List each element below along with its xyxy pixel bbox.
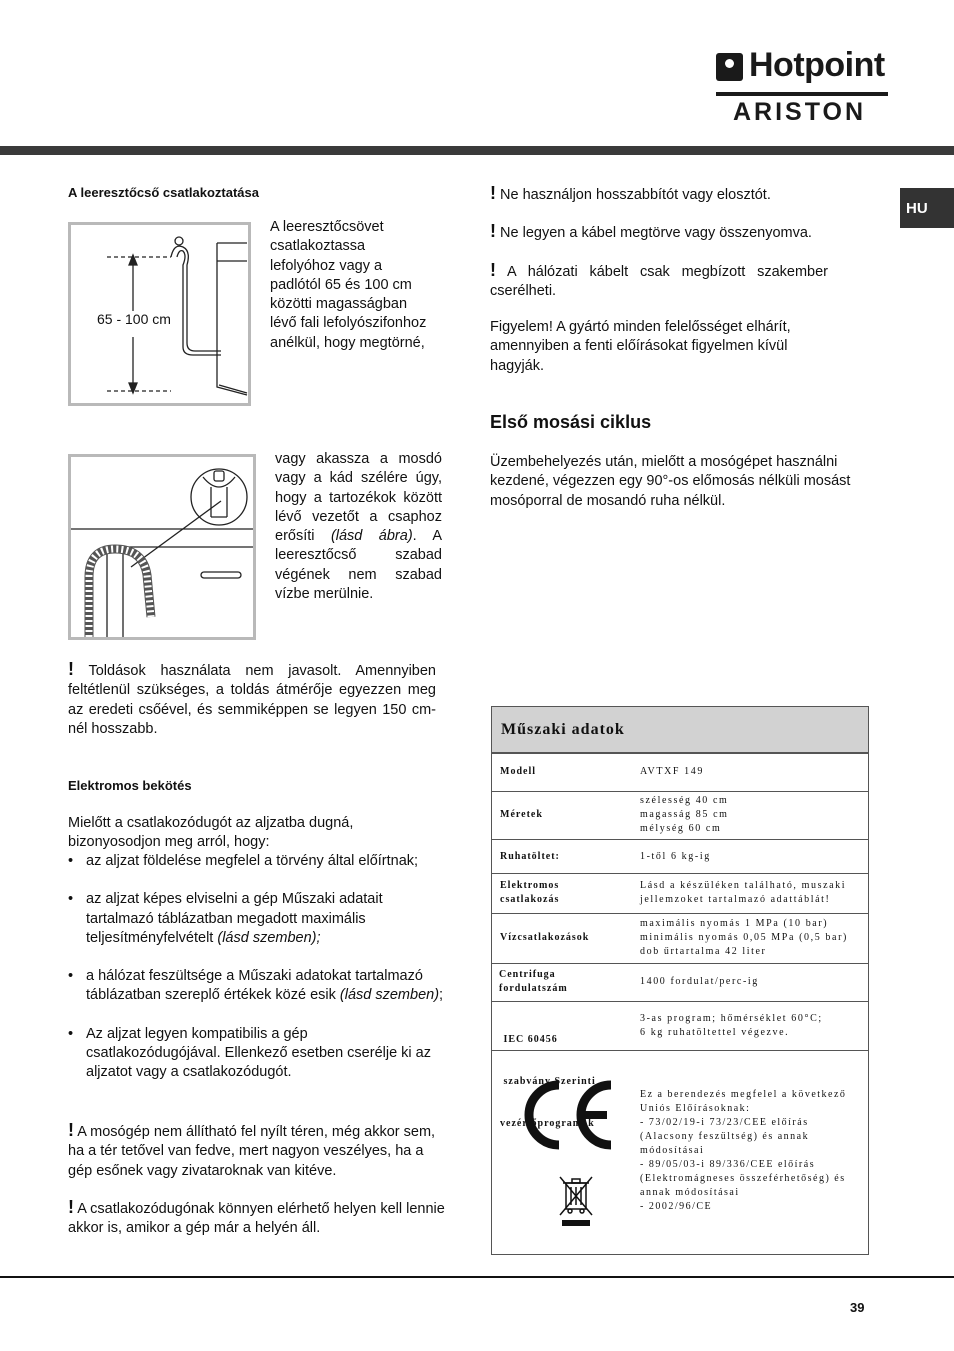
spec-key: Méretek — [500, 809, 543, 820]
ce-line: - 73/02/19-i 73/23/CEE előírás — [640, 1117, 809, 1128]
sink-hook-illustration — [71, 457, 253, 637]
warning-icon: ! — [68, 1120, 74, 1140]
electrical-intro: Mielőtt a csatlakozódugót az aljzatba dugná, bizonyosodjon meg arról, hogy: — [68, 815, 354, 851]
bullet: • — [68, 968, 74, 985]
ce-line: módosításai — [640, 1145, 705, 1156]
spec-value: AVTXF 149 — [640, 766, 704, 777]
spec-key-line: fordulatszám — [499, 983, 568, 994]
warning-icon: ! — [490, 221, 496, 241]
spec-value-line: jellemzoket tartalmazó adattáblát! — [640, 894, 831, 905]
ce-line: Ez a berendezés megfelel a következő — [640, 1089, 847, 1100]
brand-name: Hotpoint — [749, 46, 885, 84]
bullet: • — [68, 1025, 74, 1042]
warning-icon: ! — [68, 1197, 74, 1217]
bullet-emphasis: (lásd szemben); — [217, 929, 321, 946]
drain-text-1-line: anélkül, hogy megtörné, — [270, 334, 425, 351]
spec-key: Modell — [500, 766, 536, 777]
spec-key-line: Elektromos — [500, 880, 560, 891]
spec-key-line: Centrifuga — [499, 969, 556, 980]
hotpoint-logo — [716, 46, 891, 90]
spec-value-line: 6 kg ruhatöltettel végezve. — [640, 1027, 790, 1038]
electrical-title: Elektromos bekötés — [68, 778, 192, 793]
drain-text-1-line: lévő fali lefolyószifonhoz — [270, 315, 427, 332]
outdoor-warning — [68, 1121, 446, 1181]
warning-icon: ! — [490, 260, 496, 280]
table-row — [492, 874, 868, 914]
spec-value — [640, 794, 729, 836]
spec-value: 1400 fordulat/perc-ig — [640, 976, 759, 987]
outdoor-warning-text: A mosógép nem állítható fel nyílt téren, még akkor sem, ha a tér tetővel van fedve, mert nagyon veszélyes, ha a gép esőnek vagy zivataroknak van kitéve. — [68, 1124, 436, 1179]
spec-value — [640, 1012, 823, 1040]
plug-warning — [68, 1198, 446, 1239]
table-row — [492, 964, 868, 1002]
table-row — [492, 792, 868, 840]
drain-title: A leeresztőcső csatlakoztatása — [68, 185, 260, 200]
drain-text-1-line: csatlakoztassa — [270, 238, 366, 255]
ce-line: - 89/05/03-i 89/336/CEE előírás — [640, 1159, 816, 1170]
spec-value-line: Lásd a készüléken található, muszaki — [640, 880, 847, 891]
plug-warning-text: A csatlakozódugónak könnyen elérhető helyen kell lennie akkor is, amikor a gép már a helyén áll. — [68, 1201, 445, 1237]
bullet: • — [68, 853, 74, 869]
sink-hook-figure — [68, 454, 256, 640]
first-wash-title: Első mosási ciklus — [490, 412, 652, 432]
top-rule — [0, 146, 954, 155]
brand-sub: ARISTON — [733, 98, 867, 126]
warn-cable-replace-text: A hálózati kábelt csak megbízott szakember cserélheti. — [490, 264, 828, 300]
spec-value — [640, 879, 846, 907]
spec-key-line: csatlakozás — [500, 894, 560, 905]
warn-cable-replace — [490, 261, 828, 302]
logo-divider — [716, 92, 888, 96]
bullet-text: az aljzat földelése megfelel a törvény által előírtnak; — [86, 853, 419, 869]
spec-key — [499, 968, 568, 996]
electrical-checklist — [68, 852, 446, 1083]
ce-line: Uniós Előírásoknak: — [640, 1103, 751, 1114]
liability-notice: Figyelem! A gyártó minden felelősséget elhárít, amennyiben a fenti előírásokat figyelmen kívül hagyják. — [490, 319, 791, 374]
table-row — [492, 914, 868, 964]
warning-icon: ! — [68, 659, 74, 679]
language-tab: HU — [900, 188, 954, 228]
spec-key — [500, 879, 559, 907]
bottom-rule — [0, 1276, 954, 1278]
spec-value: 1-től 6 kg-ig — [640, 851, 711, 862]
ce-line: annak módosításai — [640, 1187, 740, 1198]
technical-data-title: Műszaki adatok — [492, 707, 868, 754]
warn-cable-bent — [490, 222, 860, 243]
spec-value-line: szélesség 40 cm — [640, 795, 729, 806]
bullet-emphasis: (lásd szemben) — [339, 987, 440, 1004]
spec-value-line: magasság 85 cm — [640, 809, 729, 820]
extension-warning — [68, 660, 436, 739]
drain-text-1-line: A leeresztőcsövet — [270, 219, 384, 235]
spec-key-line: vezérlőprogramok — [500, 1118, 595, 1129]
list-item — [68, 967, 446, 1006]
weee-bin-icon — [558, 1175, 594, 1229]
spec-value-line: minimális nyomás 0,05 MPa (0,5 bar) — [640, 932, 848, 943]
list-item — [68, 852, 446, 871]
spec-key-line: IEC 60456 — [500, 1034, 558, 1045]
spec-value-line: dob űrtartalma 42 liter — [640, 946, 767, 957]
page-number: 39 — [850, 1300, 865, 1315]
drain-text-2 — [275, 450, 442, 604]
drain-text-1-line: padlótól 65 és 100 cm — [270, 276, 412, 293]
spec-key: Vízcsatlakozások — [500, 932, 590, 943]
ce-compliance-text — [640, 1088, 846, 1214]
drain-text-2-see-figure: (lásd ábra) — [330, 528, 413, 545]
spec-key: Ruhatöltet: — [500, 851, 560, 862]
ce-mark-icon — [519, 1079, 615, 1151]
spec-value-line: maximális nyomás 1 MPa (10 bar) — [640, 918, 829, 929]
ce-line: - 2002/96/CE — [640, 1201, 713, 1212]
extension-warning-text: Toldások használata nem javasolt. Amennyiben feltétlenül szükséges, a toldás átmérője egyezzen meg az eredeti csőével, és semmiképpen se legyen 150 cm-nél hosszabb. — [68, 663, 436, 737]
ce-line: (Elektromágneses összeférhetőség) és — [640, 1173, 846, 1184]
list-item — [68, 1025, 446, 1083]
drain-text-2-c: . A leeresztőcső szabad végének nem szabad vízbe merülnie. — [275, 528, 442, 603]
hotpoint-logo-icon — [716, 53, 743, 81]
drain-text-1 — [270, 218, 455, 353]
spec-key-line: szabvány Szerinti — [500, 1076, 596, 1087]
spec-value-line: mélység 60 cm — [640, 823, 722, 834]
warn-extension-cord — [490, 184, 860, 205]
drain-text-2-a: vagy akassza a mosdó vagy a kád szélére úgy, hogy a tartozékok között lévő vezetőt a csaphoz erősíti — [275, 451, 442, 545]
bullet-tail: ; — [439, 987, 444, 1004]
list-item — [68, 890, 446, 948]
bullet-text: a hálózat feszültsége a Műszaki adatokat tartalmazó táblázatban szereplő értékek közé esik — [86, 968, 423, 1004]
warn-extension-cord-text: Ne használjon hosszabbítót vagy elosztót. — [500, 187, 771, 203]
table-row — [492, 840, 868, 874]
table-row — [492, 754, 868, 792]
drain-text-1-line: közötti magasságban — [270, 296, 408, 313]
bullet: • — [68, 891, 74, 908]
height-range-label: 65 - 100 cm — [97, 311, 171, 327]
bullet-text: az aljzat képes elviselni a gép Műszaki adatait tartalmazó táblázatban megadott maximális teljesítményfelvételt — [86, 891, 383, 946]
ce-line: (Alacsony feszültség) és annak — [640, 1131, 810, 1142]
first-wash-text: Üzembehelyezés után, mielőtt a mosógépet használni kezdené, végezzen egy 90°-os előmosás nélküli mosást mosóporral de mosandó ruha nélkül. — [490, 454, 851, 509]
spec-value — [640, 917, 848, 959]
warn-cable-bent-text: Ne legyen a kábel megtörve vagy összenyomva. — [500, 225, 812, 241]
drain-text-1-line: lefolyóhoz vagy a — [270, 257, 383, 274]
warning-icon: ! — [490, 183, 496, 203]
bullet-text: Az aljzat legyen kompatibilis a gép csatlakozódugójával. Ellenkező esetben cserélje ki az aljzatot vagy a csatlakozódugót. — [86, 1025, 431, 1081]
spec-value-line: 3-as program; hőmérséklet 60°C; — [640, 1013, 823, 1024]
